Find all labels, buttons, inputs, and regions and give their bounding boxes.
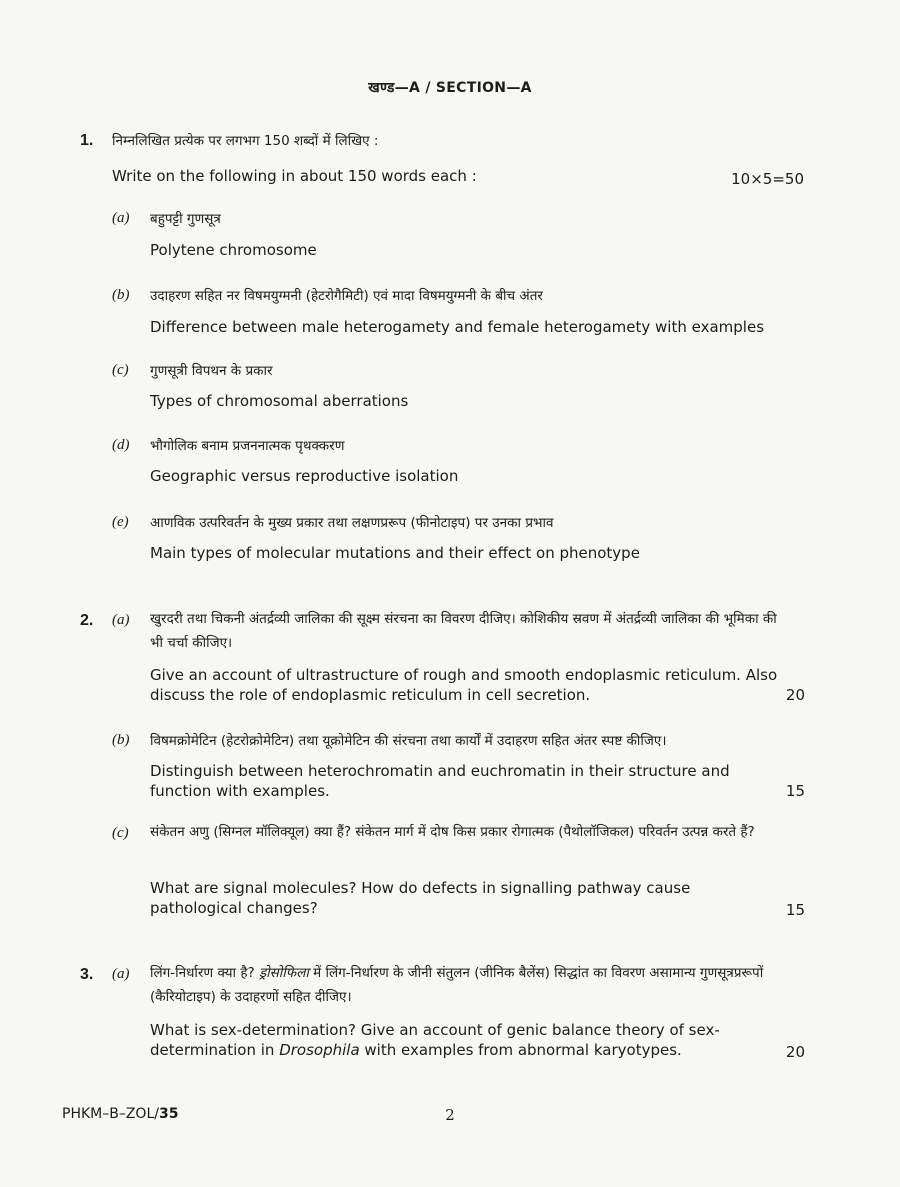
q2-part-c-english: What are signal molecules? How do defects in signalling pathway cause pathological changes? (150, 879, 691, 917)
q1-part-c-hindi: गुणसूत्री विपथन के प्रकार (150, 363, 273, 379)
question-number-3: 3. (80, 966, 94, 983)
q1-part-d-hindi: भौगोलिक बनाम प्रजननात्मक पृथक्करण (150, 438, 345, 454)
q2-part-a-label: (a) (112, 612, 130, 628)
q1-part-e-label: (e) (112, 514, 129, 530)
q1-part-b-label: (b) (112, 287, 130, 303)
q1-part-c-english: Types of chromosomal aberrations (150, 392, 409, 410)
q2-part-c-label: (c) (112, 825, 129, 841)
q3-part-a-label: (a) (112, 966, 130, 982)
q3-part-a-english-text-1: What is sex-determination? Give an account of genic balance theory of sex-determination in (150, 1021, 720, 1059)
q3-part-a-english-species: Drosophila (279, 1041, 360, 1059)
question-number-1: 1. (80, 132, 94, 149)
q1-part-a-hindi: बहुपट्टी गुणसूत्र (150, 211, 221, 227)
q2-part-c-hindi: संकेतन अणु (सिग्नल मॉलिक्यूल) क्या हैं? संकेतन मार्ग में दोष किस प्रकार रोगात्मक (पैथोलॉजिकल) परिवर्तन उत्पन्न करते हैं? (150, 824, 755, 840)
q1-part-b-hindi: उदाहरण सहित नर विषमयुग्मनी (हेटरोगैमिटी) एवं मादा विषमयुग्मनी के बीच अंतर (150, 288, 543, 304)
q3-part-a-hindi-text-1: लिंग-निर्धारण क्या है? (150, 965, 259, 981)
q2-part-b-label: (b) (112, 732, 130, 748)
q3-part-a-hindi-text-2: में लिंग-निर्धारण के जीनी संतुलन (जीनिक बैलेंस) सिद्धांत का विवरण असामान्य गुणसूत्रप्ररूपों (कैरियोटाइप) के उदाहरणों सहित दीजिए। (150, 965, 764, 1005)
q3-part-a-english (150, 1020, 780, 1060)
q2-part-b-english: Distinguish between heterochromatin and euchromatin in their structure and function with examples. (150, 762, 730, 800)
q2-part-a-english: Give an account of ultrastructure of rough and smooth endoplasmic reticulum. Also discuss the role of endoplasmic reticulum in cell secretion. (150, 666, 778, 704)
q1-marks: 10×5=50 (731, 170, 804, 188)
page-number: 2 (445, 1106, 455, 1124)
q1-part-e-english: Main types of molecular mutations and their effect on phenotype (150, 544, 640, 562)
q1-part-a-english: Polytene chromosome (150, 241, 317, 259)
q1-part-d-label: (d) (112, 437, 130, 453)
q1-instruction-hindi: निम्नलिखित प्रत्येक पर लगभग 150 शब्दों में लिखिए : (112, 133, 379, 149)
q2-part-a-hindi: खुरदरी तथा चिकनी अंतर्द्रव्यी जालिका की सूक्ष्म संरचना का विवरण दीजिए। कोशिकीय स्रवण में अंतर्द्रव्यी जालिका की भूमिका की भी चर्चा कीजिए। (150, 611, 777, 651)
q1-part-e-hindi: आणविक उत्परिवर्तन के मुख्य प्रकार तथा लक्षणप्ररूप (फीनोटाइप) पर उनका प्रभाव (150, 515, 554, 531)
q2-part-b-hindi: विषमक्रोमेटिन (हेटरोक्रोमेटिन) तथा यूक्रोमेटिन की संरचना तथा कार्यों में उदाहरण सहित अंतर स्पष्ट कीजिए। (150, 733, 667, 749)
q3-part-a-hindi (150, 961, 780, 1009)
q1-part-d-english: Geographic versus reproductive isolation (150, 467, 459, 485)
paper-code-number: 35 (158, 1106, 179, 1122)
question-number-2: 2. (80, 612, 94, 629)
q1-instruction-english: Write on the following in about 150 words each : (112, 167, 477, 185)
q3-part-a-marks: 20 (785, 1043, 805, 1061)
q1-part-a-label: (a) (112, 210, 130, 226)
section-title: खण्ड—A / SECTION—A (368, 80, 532, 96)
q3-part-a-english-text-2: with examples from abnormal karyotypes. (359, 1041, 682, 1059)
q2-part-c-marks: 15 (785, 901, 805, 919)
q1-part-c-label: (c) (112, 362, 129, 378)
paper-code-text: PHKM–B–ZOL/ (62, 1106, 159, 1122)
q3-part-a-hindi-species: ड्रोसोफिला (258, 965, 309, 981)
q1-part-b-english: Difference between male heterogamety and female heterogamety with examples (150, 318, 765, 336)
q2-part-a-marks: 20 (785, 686, 805, 704)
q2-part-b-marks: 15 (785, 782, 805, 800)
